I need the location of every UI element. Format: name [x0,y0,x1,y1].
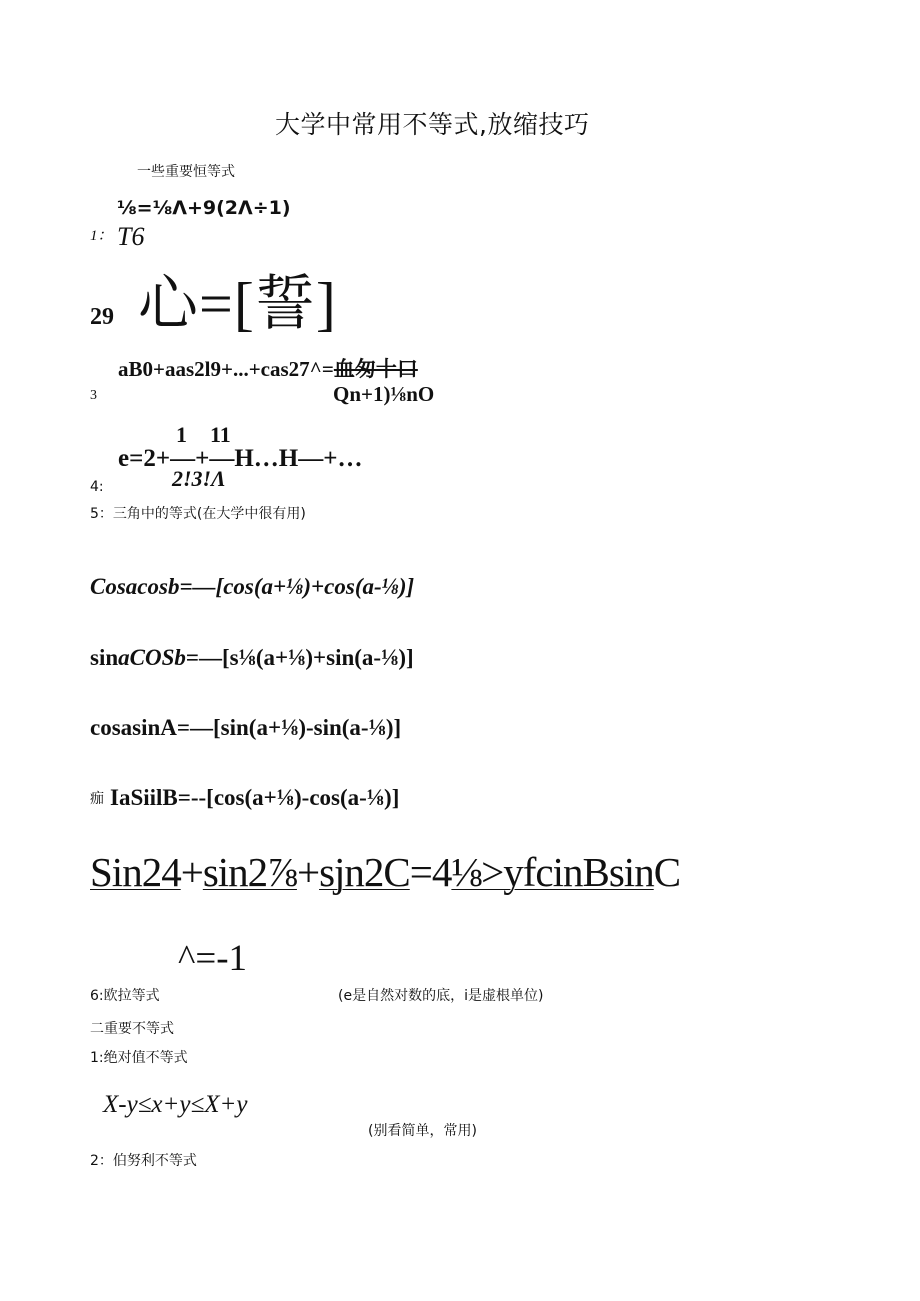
identity-4-numerator-1: 1 [176,422,187,447]
trig-identity-4-formula: IaSiilB=--[cos(a+⅛)-cos(a-⅛)] [110,785,400,810]
identity-3-struck: 血匆十口 [333,357,418,381]
identity-3-formula [118,359,418,380]
sine-sum-identity [90,849,681,895]
inequality-1-formula: X-y≤x+y≤X+y [103,1091,248,1118]
trig-identity-4-label: 痂 [90,791,104,807]
identity-4-denominator: 2!3!Λ [172,466,226,491]
trig-identity-1: Cosacosb=—[cos(a+⅛)+cos(a-⅛)] [90,574,415,599]
identity-2-formula: 心=[誓] [138,271,337,337]
trig-identity-2-start: sin [90,645,119,670]
identity-1-formula: ⅛=⅛Λ+9(2Λ÷1) [117,197,291,219]
identity-6-note: (e是自然对数的底，i是虚根单位) [338,988,544,1004]
identity-3-main: aB0+aas2l9+...+cas27^= [118,357,334,381]
sine-sum-part-7: ⅛>yfcinBsin [451,849,654,895]
trig-identity-4 [90,786,399,809]
sine-sum-part-2: + [180,849,203,895]
trig-identity-2-italic: aCOSb [118,645,186,670]
identity-1-formula-bottom: T6 [117,222,145,251]
inequality-1-note: (别看简单，常用) [368,1123,477,1139]
sine-sum-part-4: + [296,849,320,895]
section-heading-identities: 一些重要恒等式 [137,164,235,180]
identity-4-formula: e=2+—+—H…H—+… [118,445,363,472]
identity-3-label: 3 [90,388,97,403]
trig-identity-2 [90,646,414,669]
sine-sum-part-8: C [653,849,681,895]
identity-5-label: 5：三角中的等式(在大学中很有用) [90,506,306,522]
identity-3-denominator: Qn+1)⅛nO [333,382,435,406]
identity-6-label: 6:欧拉等式 [90,988,160,1004]
identity-1-label: 1： [90,228,113,244]
identity-4-label: 4: [90,479,104,495]
euler-identity-formula: ^=-1 [178,938,248,979]
inequality-2-label: 2：伯努利不等式 [90,1153,197,1169]
sine-sum-part-6: =4 [409,849,452,895]
identity-4-numerator-2: 11 [210,422,231,447]
section-heading-inequalities: 二重要不等式 [90,1021,174,1037]
identity-2-label: 29 [90,304,114,330]
trig-identity-3: cosasinA=—[sin(a+⅛)-sin(a-⅛)] [90,715,402,740]
sine-sum-part-1: Sin24 [90,849,181,895]
sine-sum-part-5: sjn2C [319,849,410,895]
trig-identity-2-end: =—[s⅛(a+⅛)+sin(a-⅛)] [185,645,414,670]
sine-sum-part-3: sin2⅞ [202,849,297,895]
inequality-1-label: 1:绝对值不等式 [90,1050,188,1066]
page-title: 大学中常用不等式,放缩技巧 [275,110,590,139]
